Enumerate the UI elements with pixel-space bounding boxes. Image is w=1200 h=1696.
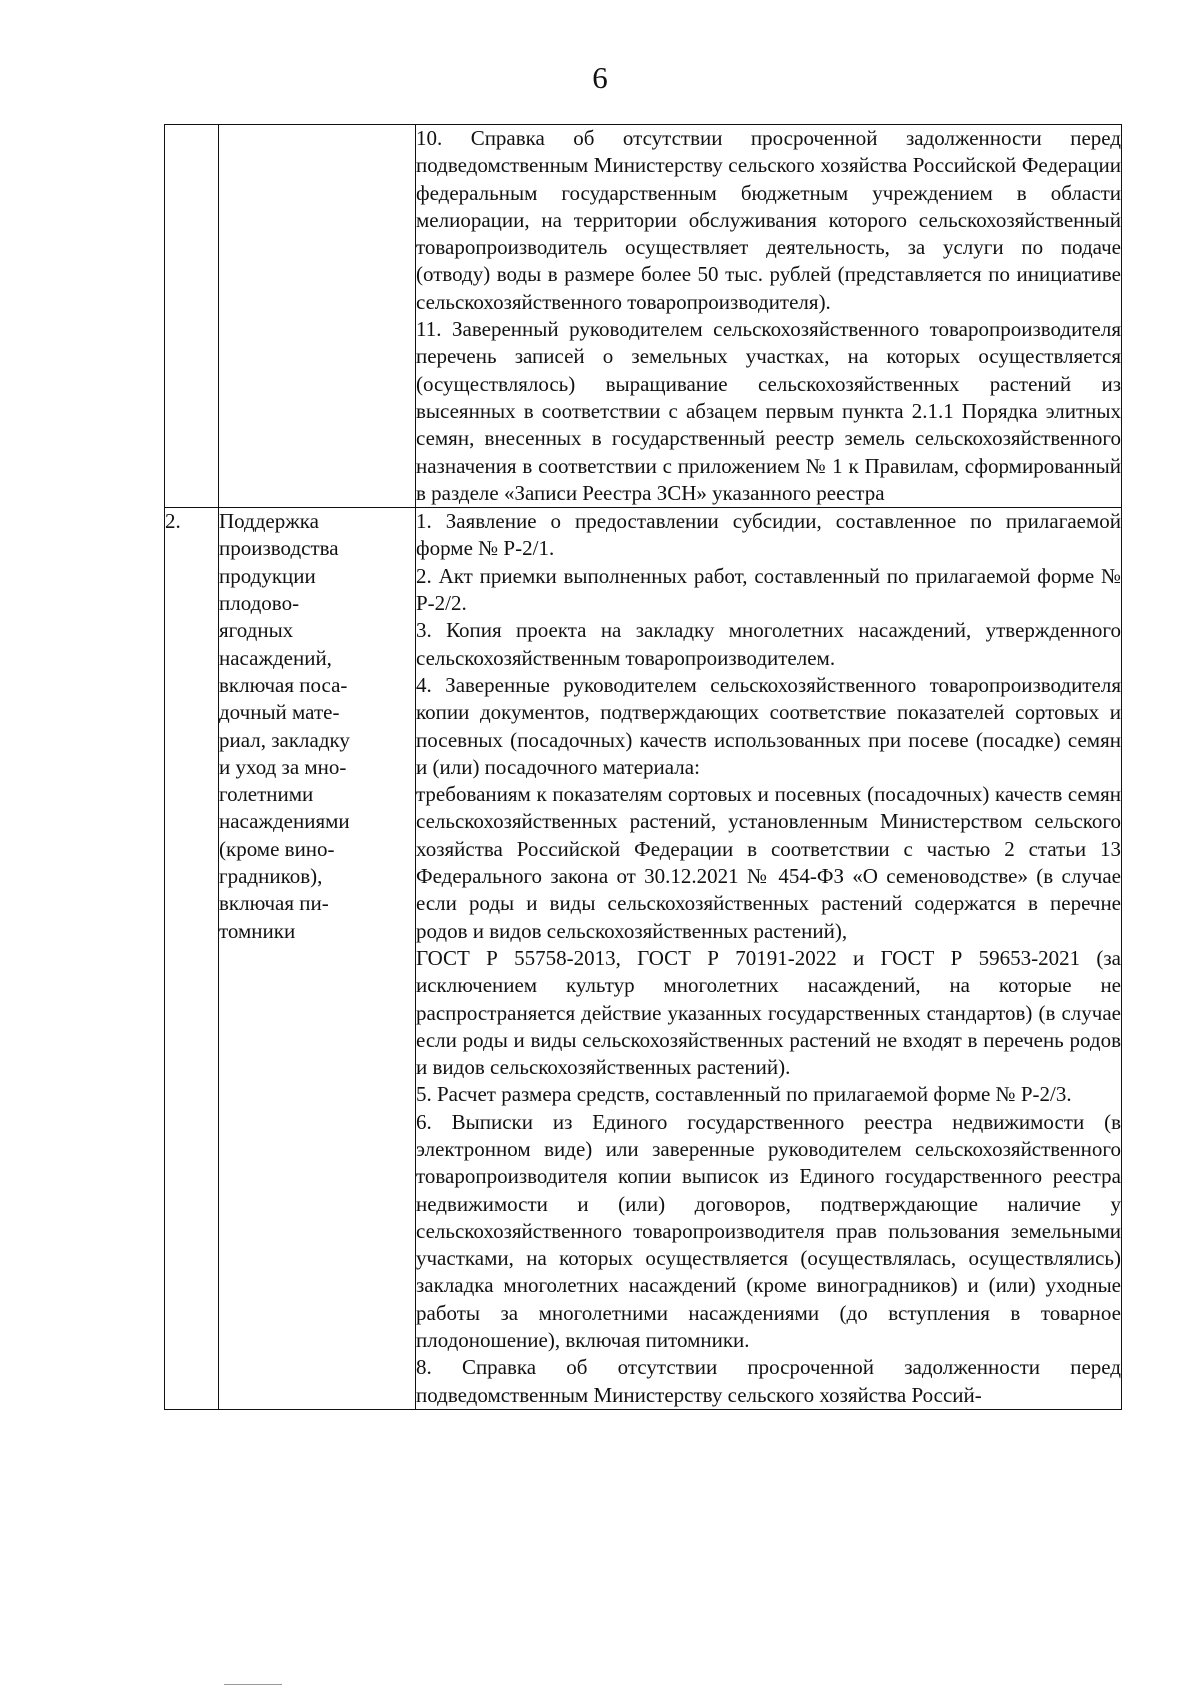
document-item: 3. Копия проекта на закладку многолетних насаждений, утвержденного сельскохозяйственным товаропроизводителем.	[416, 618, 1121, 670]
row-number-cell	[165, 125, 219, 508]
name-line: включая поса-	[219, 672, 348, 697]
document-item: 4. Заверенные руководителем сельскохозяйственного товаропроизводителя копии документов, подтверждающих соответствие показателей сортовых и посевных (посадочных) качеств использованных при посеве (посадке) семян и (или) посадочного материала:	[416, 672, 1121, 779]
document-item: 6. Выписки из Единого государственного реестра недвижимости (в электронном виде) или заверенные руководителем сельскохозяйственного товаропроизводителя копии выписок из Единого государственного реестра недвижимости и (или) договоров, подтверждающие наличие у сельскохозяйственного товаропроизводителя прав пользования земельными участками, на которых осуществляется (осуществлялась, осуществлялись) закладка многолетних насаждений (кроме виноградников) и (или) уходные работы за многолетними насаждениями (до вступления в товарное плодоношение), включая питомники.	[416, 1109, 1121, 1353]
table-row	[165, 508, 1122, 1410]
document-item: 10. Справка об отсутствии просроченной задолженности перед подведомственным Министерству сельского хозяйства Российской Федерации федеральным государственным бюджетным учреждением в области мелиорации, на территории обслуживания которого сельскохозяйственный товаропроизводитель осуществляет деятельность, за услуги по подаче (отводу) воды в размере более 50 тыс. рублей (представляется по инициативе сельскохозяйственного товаропроизводителя).	[416, 126, 1121, 314]
name-line: включая пи-	[219, 891, 329, 916]
documents-cell	[416, 508, 1122, 1410]
name-line: насаждениями	[219, 809, 350, 834]
documents-cell	[416, 125, 1122, 508]
name-line: плодово-	[219, 591, 300, 616]
name-line: и уход за мно-	[219, 754, 347, 779]
document-item: 8. Справка об отсутствии просроченной задолженности перед подведомственным Министерству сельского хозяйства Россий-	[416, 1355, 1121, 1407]
name-line: производства	[219, 536, 339, 561]
document-item: ГОСТ Р 55758-2013, ГОСТ Р 70191-2022 и ГОСТ Р 59653-2021 (за исключением культур многолетних насаждений, на которые не распространяется действие указанных государственных стандартов) (в случае если роды и виды сельскохозяйственных растений не входят в перечень родов и видов сельскохозяйственных растений).	[416, 945, 1121, 1080]
document-item: требованиям к показателям сортовых и посевных (посадочных) качеств семян сельскохозяйственных растений, установленным Министерством сельского хозяйства Российской Федерации в соответствии с частью 2 статьи 13 Федерального закона от 30.12.2021 № 454-ФЗ «О семеноводстве» (в случае если роды и виды сельскохозяйственных растений содержатся в перечне родов и видов сельскохозяйственных растений),	[416, 782, 1121, 943]
table-row	[165, 125, 1122, 508]
name-line: дочный мате-	[219, 700, 340, 725]
name-line: ягодных	[219, 618, 294, 643]
row-name-cell	[219, 508, 416, 1410]
document-item: 11. Заверенный руководителем сельскохозяйственного товаропроизводителя перечень записей о земельных участках, на которых осуществляется (осуществлялось) выращивание сельскохозяйственных растений из высеянных в соответствии с абзацем первым пункта 2.1.1 Порядка элитных семян, внесенных в государственный реестр земель сельскохозяйственного назначения в соответствии с приложением № 1 к Правилам, сформированный в разделе «Записи Реестра ЗСН» указанного реестра	[416, 317, 1121, 505]
document-item: 2. Акт приемки выполненных работ, составленный по прилагаемой форме № Р-2/2.	[416, 563, 1121, 616]
name-line: насаждений,	[219, 645, 332, 670]
row-name-cell	[219, 125, 416, 508]
requirements-table	[164, 124, 1122, 1410]
scan-artifact-line	[224, 1684, 282, 1685]
name-line: градников),	[219, 864, 323, 889]
name-line: Поддержка	[219, 509, 319, 534]
name-line: риал, закладку	[219, 727, 350, 752]
name-line: голетними	[219, 782, 314, 807]
name-line: продукции	[219, 563, 316, 588]
row-number-cell: 2.	[165, 508, 219, 1410]
name-line: томники	[219, 918, 296, 943]
page-number: 6	[592, 60, 608, 95]
name-line: (кроме вино-	[219, 836, 335, 861]
document-item: 5. Расчет размера средств, составленный по прилагаемой форме № Р-2/3.	[416, 1082, 1072, 1107]
document-item: 1. Заявление о предоставлении субсидии, составленное по прилагаемой форме № Р-2/1.	[416, 509, 1121, 561]
